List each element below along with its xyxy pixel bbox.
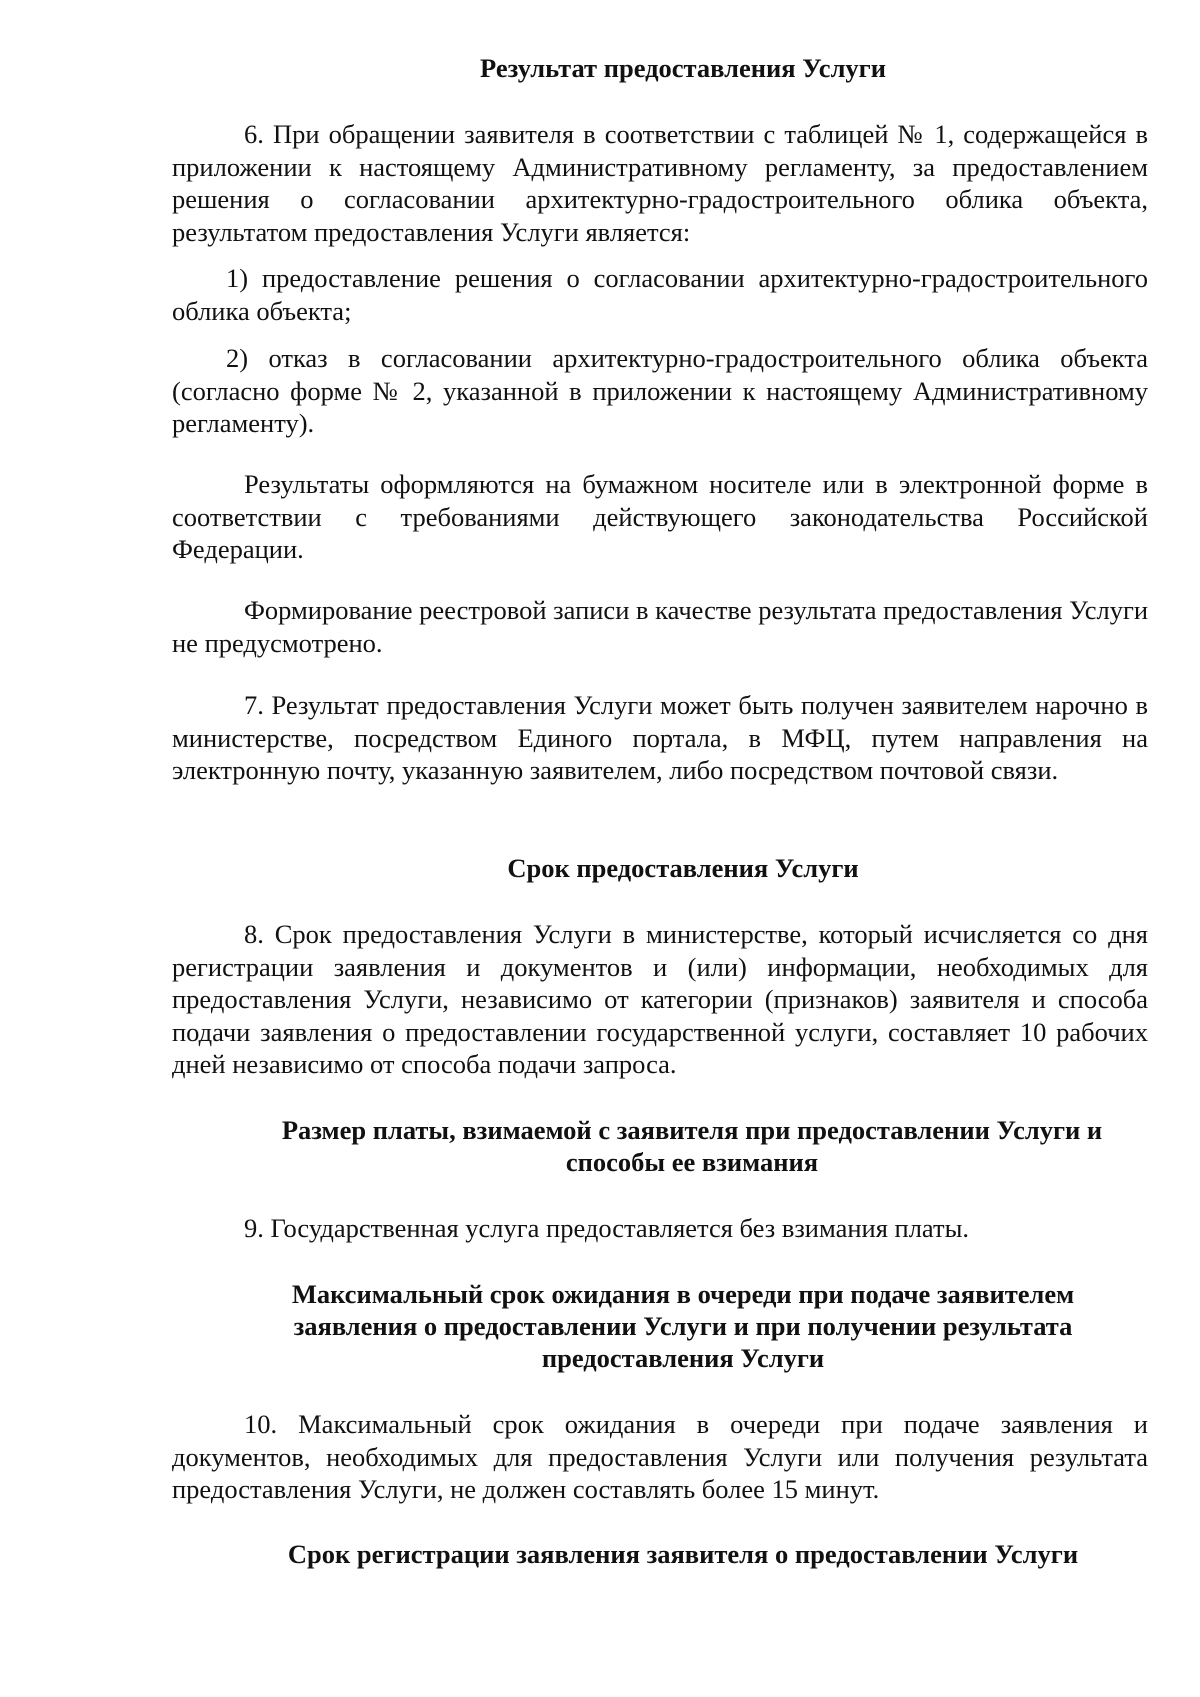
section-heading-fee-line-1: Размер платы, взимаемой с заявителя при предоставлении Услуги и: [281, 1115, 1103, 1145]
section-heading-queue-line-3: предоставления Услуги: [541, 1343, 825, 1373]
section-heading-queue-line-2: заявления о предоставлении Услуги и при получении результата: [293, 1311, 1073, 1341]
section-heading-queue-line-1: Максимальный срок ожидания в очереди при подаче заявителем: [291, 1279, 1075, 1309]
paragraph-8: 8. Срок предоставления Услуги в министерстве, который исчисляется со дня регистрации заявления и документов и (или) информации, необходимых для предоставления Услуги, независимо от категории (признаков) заявителя и способа подачи заявления о предоставлении государственной услуги, составляет 10 рабочих дней независимо от способа подачи запроса.: [172, 919, 1148, 1079]
section-heading-term: Срок предоставления Услуги: [507, 853, 859, 883]
section-heading-registration: Срок регистрации заявления заявителя о предоставлении Услуги: [287, 1539, 1079, 1569]
paragraph-registry: Формирование реестровой записи в качестве результата предоставления Услуги не предусмотрено.: [172, 595, 1148, 658]
paragraph-10: 10. Максимальный срок ожидания в очереди при подаче заявления и документов, необходимых для предоставления Услуги или получения результата предоставления Услуги, не должен составлять более 15 минут.: [172, 1409, 1148, 1504]
list-item-2: 2) отказ в согласовании архитектурно-градостроительного облика объекта (согласно форме № 2, указанной в приложении к настоящему Административному регламенту).: [172, 343, 1148, 438]
paragraph-7: 7. Результат предоставления Услуги может быть получен заявителем нарочно в министерстве, посредством Единого портала, в МФЦ, путем направления на электронную почту, указанную заявителем, либо посредством почтовой связи.: [172, 690, 1148, 785]
paragraph-6: 6. При обращении заявителя в соответствии с таблицей № 1, содержащейся в приложении к настоящему Административному регламенту, за предоставлением решения о согласовании архитектурно-градостроительного облика объекта, результатом предоставления Услуги является:: [172, 119, 1148, 247]
section-heading-fee-line-2: способы ее взимания: [565, 1147, 819, 1177]
section-heading-result: Результат предоставления Услуги: [480, 53, 886, 83]
list-item-1: 1) предоставление решения о согласовании архитектурно-градостроительного облика объекта;: [172, 263, 1148, 326]
paragraph-results-form: Результаты оформляются на бумажном носителе или в электронной форме в соответствии с требованиями действующего законодательства Российской Федерации.: [172, 469, 1148, 564]
paragraph-9: 9. Государственная услуга предоставляется без взимания платы.: [244, 1213, 970, 1243]
